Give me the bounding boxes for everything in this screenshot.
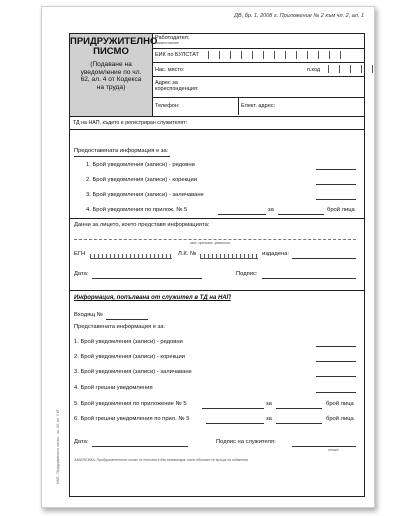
address-row[interactable] [153,77,364,98]
person-heading: Данни за лицето, което представя информацията: [74,222,210,228]
official-signature-label: Подпис на служителя: [216,439,276,445]
official-heading: Информация, попълвана от служител в ТД на НАП [74,295,231,301]
postal-label: п.код [307,67,321,73]
address-label: Адрес за [155,80,178,86]
egn-label: ЕГН [74,251,86,257]
official-line-5-persons: брой лица [326,401,354,407]
person-signature-label: Подпис: [236,271,258,277]
egn-field[interactable] [90,254,172,259]
td-row[interactable] [70,117,364,130]
official-field-4[interactable] [316,392,356,393]
incoming-field[interactable] [106,319,148,320]
official-line-5-for: за [266,401,272,407]
official-line-2: 2. Брой уведомления (записи) - корекции [74,354,185,360]
official-line-5: 5. Брой уведомления по приложение № 5 [74,401,187,407]
person-date-field[interactable] [92,278,202,279]
info-intro: Предоставената информация е за: [74,148,169,154]
employer-label: Работодател: [155,35,190,41]
form-frame [56,33,365,497]
phone-row[interactable] [153,98,364,115]
stamp-note: печат [328,448,339,452]
official-line-6: 6. Брой грешни уведомления по прил. № 5 [74,416,190,422]
info-line-2: 2. Брой уведомления (записи) - корекции [86,177,197,183]
official-line-3: 3. Брой уведомления (записи) - заличаване [74,369,192,375]
info-field-3[interactable] [316,199,356,200]
person-date-label: Дата: [74,271,89,277]
issued-field[interactable] [292,258,356,259]
official-field-6b[interactable] [276,423,322,424]
employer-note: наименование [155,41,179,45]
info-field-4a[interactable] [218,214,266,215]
person-signature-field[interactable] [262,278,356,279]
info-field-2[interactable] [316,184,356,185]
official-line-4: 4. Брой грешни уведомления [74,385,153,391]
form-title-2: ПИСМО [93,46,129,57]
form-header [70,34,364,117]
official-line-6-persons: брой лица [326,416,354,422]
place-row[interactable] [153,63,364,77]
form-title: ПРИДРУЖИТЕЛНО [70,36,158,47]
phone-label: Телефон: [155,103,180,109]
info-field-4b[interactable] [278,214,324,215]
form-title-box [70,34,158,116]
official-field-6a[interactable] [206,423,264,424]
id-card-field[interactable] [200,254,258,259]
eik-row[interactable] [153,49,364,63]
official-line-1: 1. Брой уведомления (записи) - редовни [74,339,183,345]
eik-label: ЕИК по БУЛСТАТ [155,52,199,58]
official-date-label: Дата: [74,439,89,445]
id-card-label: Л.К. № [178,251,197,257]
side-print-note: НАП - Придружително писмо - чл. 62, ал. 4 КТ [56,409,60,484]
person-names-note: име, презиме, фамилия [190,241,230,245]
official-field-2[interactable] [316,361,356,362]
legal-reference: ДВ, бр. 1, 2008 г. Приложение № 2 към чл. 2, ал. 1 [234,13,364,19]
official-field-5b[interactable] [276,408,322,409]
info-line-4: 4. Брой уведомления по прилож. № 5 [86,207,188,213]
issued-label: издадена: [262,251,290,257]
footnote: ЗАБЕЛЕЖКА: Придружителното писмо се попълва в два екземпляра, като единият се връща на подателя. [74,458,249,462]
td-label: ТД на НАП, където е регистриран служителят: [73,120,188,126]
info-line-4-for: за [268,207,274,213]
info-line-3: 3. Брой уведомления (записи) - заличаване [86,192,204,198]
official-field-3[interactable] [316,376,356,377]
info-line-1: 1. Брой уведомления (записи) - редовни [86,162,195,168]
form-subtitle-2: уведомление по чл. [80,68,142,76]
person-names-field[interactable] [74,239,356,240]
incoming-label: Входящ № [74,312,103,318]
form-sheet [41,6,375,508]
form-subtitle-3: 62, ал. 4 от Кодекса [80,76,142,84]
place-label: Нас. място: [155,67,185,73]
employer-row[interactable] [153,34,364,49]
official-date-field[interactable] [92,446,188,447]
official-field-1[interactable] [316,346,356,347]
email-label: Елект. адрес: [241,103,276,109]
official-intro: Представената информация е за: [74,324,166,330]
form-subtitle-4: на труда) [96,83,126,91]
official-signature-field[interactable] [292,446,356,447]
address-label-2: кореспонденция: [155,86,199,92]
form-subtitle-1: (Подаване на [90,61,132,68]
official-line-6-for: за [266,416,272,422]
info-line-4-persons: брой лица [327,207,355,213]
official-field-5a[interactable] [202,408,264,409]
info-field-1[interactable] [316,169,356,170]
